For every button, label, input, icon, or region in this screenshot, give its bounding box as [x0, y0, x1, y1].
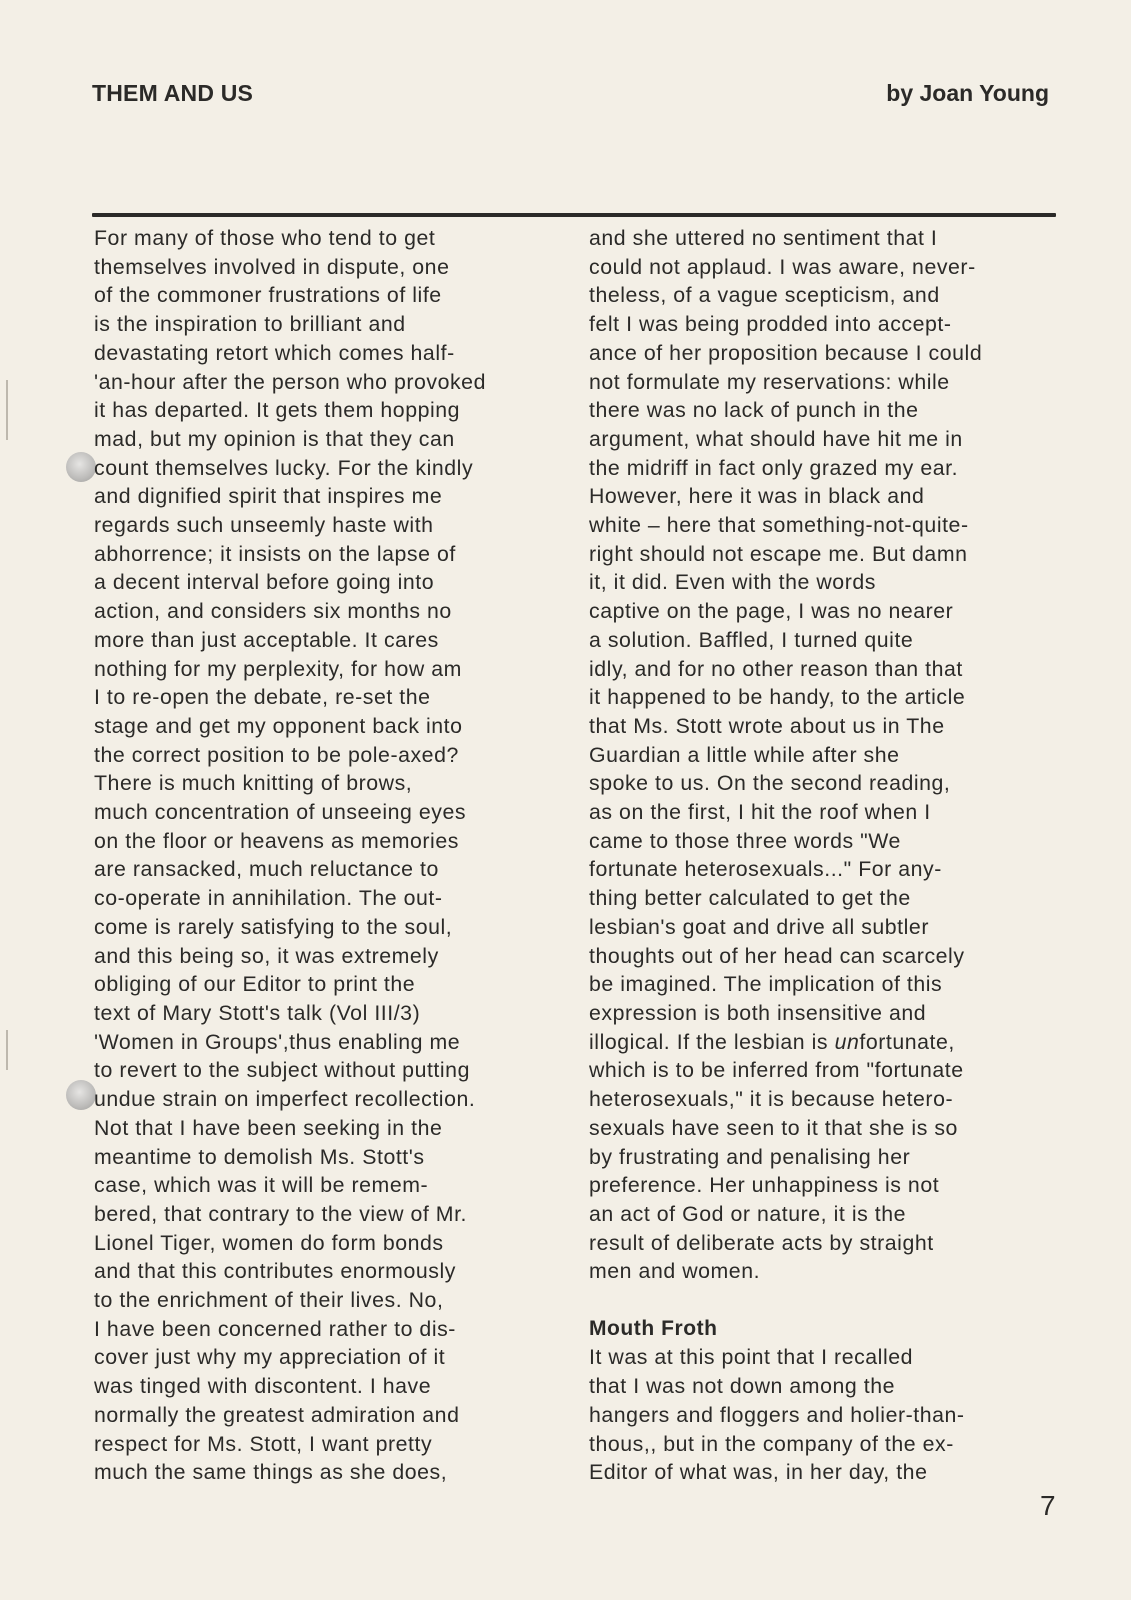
text-line: nothing for my perplexity, for how am: [94, 656, 462, 681]
text-line: 'Women in Groups',thus enabling me: [94, 1029, 461, 1054]
right-column: [589, 224, 1059, 1487]
text-line: fortunate heterosexuals..." For any-: [589, 857, 942, 882]
text-line: white – here that something-not-quite-: [589, 513, 969, 538]
text-line: much concentration of unseeing eyes: [94, 800, 467, 825]
text-line: Editor of what was, in her day, the: [589, 1460, 928, 1485]
text-line: is the inspiration to brilliant and: [94, 312, 406, 337]
text-line: For many of those who tend to get: [94, 226, 436, 250]
text-line: action, and considers six months no: [94, 599, 452, 624]
text-line: result of deliberate acts by straight: [589, 1230, 934, 1255]
text-line: that I was not down among the: [589, 1374, 896, 1399]
margin-mark: [6, 1030, 8, 1070]
text-line: text of Mary Stott's talk (Vol III/3): [94, 1000, 421, 1025]
punch-hole: [66, 1080, 96, 1110]
text-line: a solution. Baffled, I turned quite: [589, 627, 914, 652]
text-line: illogical. If the lesbian is unfortunate,: [589, 1029, 955, 1054]
text-line: Guardian a little while after she: [589, 742, 900, 767]
text-line: regards such unseemly haste with: [94, 513, 434, 538]
text-line: thoughts out of her head can scarcely: [589, 943, 965, 968]
text-line: theless, of a vague scepticism, and: [589, 283, 940, 308]
text-line: it has departed. It gets them hopping: [94, 398, 461, 423]
text-line: co-operate in annihilation. The out-: [94, 886, 443, 911]
article-title: THEM AND US: [92, 80, 254, 106]
text-line: an act of God or nature, it is the: [589, 1201, 907, 1226]
text-line: much the same things as she does,: [94, 1460, 448, 1485]
text-line: themselves involved in dispute, one: [94, 254, 450, 279]
subheading: Mouth Froth: [589, 1316, 718, 1340]
text-line: there was no lack of punch in the: [589, 398, 919, 423]
text-line: heterosexuals," it is because hetero-: [589, 1087, 954, 1112]
text-line: thous,, but in the company of the ex-: [589, 1431, 954, 1456]
text-line: Lionel Tiger, women do form bonds: [94, 1230, 444, 1255]
text-line: preference. Her unhappiness is not: [589, 1173, 940, 1198]
text-line: by frustrating and penalising her: [589, 1144, 911, 1169]
text-line: ance of her proposition because I could: [589, 340, 983, 365]
text-line: a decent interval before going into: [94, 570, 435, 595]
text-line: normally the greatest admiration and: [94, 1402, 460, 1427]
text-line: it, it did. Even with the words: [589, 570, 876, 595]
text-line: captive on the page, I was no nearer: [589, 599, 954, 624]
text-line: could not applaud. I was aware, never-: [589, 254, 976, 279]
text-line: it happened to be handy, to the article: [589, 685, 966, 710]
text-line: spoke to us. On the second reading,: [589, 771, 951, 796]
text-line: the midriff in fact only grazed my ear.: [589, 455, 959, 480]
text-line: expression is both insensitive and: [589, 1000, 927, 1025]
text-line: on the floor or heavens as memories: [94, 828, 459, 853]
text-line: respect for Ms. Stott, I want pretty: [94, 1431, 433, 1456]
emphasis: un: [834, 1029, 860, 1054]
text-line: stage and get my opponent back into: [94, 713, 463, 738]
text-line: felt I was being prodded into accept-: [589, 312, 952, 337]
text-line: came to those three words "We: [589, 828, 901, 853]
text-line: meantime to demolish Ms. Stott's: [94, 1144, 425, 1169]
text-line: There is much knitting of brows,: [94, 771, 413, 796]
text-line: and she uttered no sentiment that I: [589, 226, 938, 250]
text-line: the correct position to be pole-axed?: [94, 742, 459, 767]
text-line: and dignified spirit that inspires me: [94, 484, 443, 509]
text-line: more than just acceptable. It cares: [94, 627, 439, 652]
text-line: 'an-hour after the person who provoked: [94, 369, 486, 394]
text-line: argument, what should have hit me in: [589, 426, 963, 451]
text-line: obliging of our Editor to print the: [94, 972, 416, 997]
margin-mark: [6, 380, 8, 440]
punch-hole: [66, 452, 96, 482]
text-line: and this being so, it was extremely: [94, 943, 439, 968]
text-line: come is rarely satisfying to the soul,: [94, 914, 453, 939]
text-line: idly, and for no other reason than that: [589, 656, 963, 681]
text-line: abhorrence; it insists on the lapse of: [94, 541, 456, 566]
paragraph-gap: [589, 1286, 1059, 1315]
text-line: Not that I have been seeking in the: [94, 1115, 443, 1140]
text-line: be imagined. The implication of this: [589, 972, 943, 997]
text-line: I to re-open the debate, re-set the: [94, 685, 431, 710]
text-line: which is to be inferred from "fortunate: [589, 1058, 964, 1083]
text-line: case, which was it will be remem-: [94, 1173, 429, 1198]
text-line: lesbian's goat and drive all subtler: [589, 914, 929, 939]
text-line: as on the first, I hit the roof when I: [589, 800, 931, 825]
text-line: I have been concerned rather to dis-: [94, 1316, 456, 1341]
text-line: hangers and floggers and holier-than-: [589, 1402, 965, 1427]
text-line: sexuals have seen to it that she is so: [589, 1115, 958, 1140]
text-line: and that this contributes enormously: [94, 1259, 456, 1284]
text-line: are ransacked, much reluctance to: [94, 857, 439, 882]
text-line: of the commoner frustrations of life: [94, 283, 442, 308]
text-line: not formulate my reservations: while: [589, 369, 950, 394]
text-line: devastating retort which comes half-: [94, 340, 455, 365]
text-line: However, here it was in black and: [589, 484, 925, 509]
text-line: undue strain on imperfect recollection.: [94, 1087, 476, 1112]
text-line: mad, but my opinion is that they can: [94, 426, 455, 451]
text-line: men and women.: [589, 1259, 761, 1284]
text-line: cover just why my appreciation of it: [94, 1345, 446, 1370]
text-line: bered, that contrary to the view of Mr.: [94, 1201, 468, 1226]
text-line: to revert to the subject without putting: [94, 1058, 470, 1083]
text-line: was tinged with discontent. I have: [94, 1374, 432, 1399]
text-line: It was at this point that I recalled: [589, 1345, 914, 1370]
left-column: [94, 224, 574, 1487]
article-author: by Joan Young: [886, 80, 1049, 106]
text-line: thing better calculated to get the: [589, 886, 911, 911]
header-rule: [92, 213, 1056, 217]
text-line: count themselves lucky. For the kindly: [94, 455, 474, 480]
text-line: right should not escape me. But damn: [589, 541, 968, 566]
text-line: that Ms. Stott wrote about us in The: [589, 713, 945, 738]
text-line: to the enrichment of their lives. No,: [94, 1288, 444, 1313]
page-number: 7: [1040, 1490, 1056, 1521]
